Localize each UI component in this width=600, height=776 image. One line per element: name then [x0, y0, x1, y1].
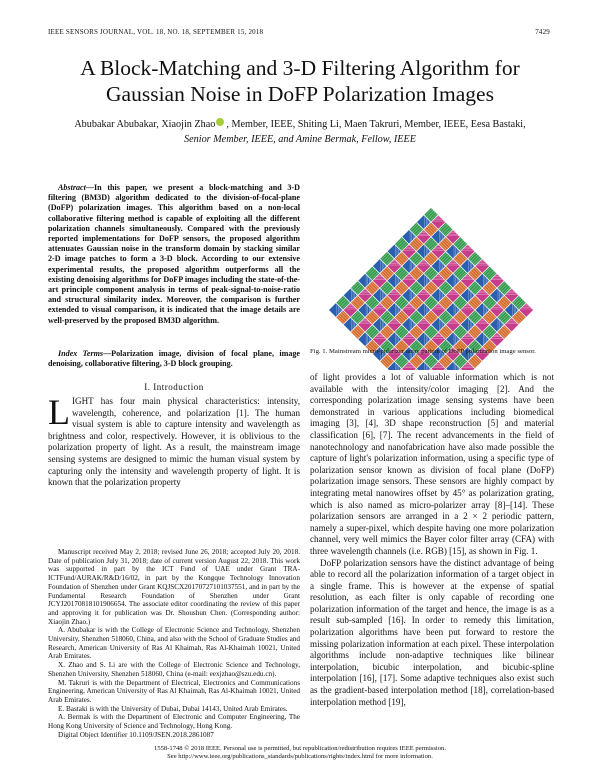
running-header	[48, 28, 550, 36]
dropcap: L	[48, 392, 70, 432]
figure-caption: Fig. 1. Mainstream micro-polarizer array pattern of DoFP polarization image sensor.	[310, 348, 536, 355]
journal-name: IEEE SENSORS JOURNAL, VOL. 18, NO. 18, SEPTEMBER 15, 2018	[48, 28, 264, 36]
paragraph: of light provides a lot of valuable information which is not available with the intensity/color imaging [2]. And the corresponding polarization image sensing systems have been demonstrated in various applications including biomedical imaging [3], [4], 3D shape reconstruction [5] and material classification [6], [7]. The recent advancements in the field of nanotechnology and nanofabrication have also made possible the capture of light's polarization information, using a specific type of polarization sensor known as division of focal plane (DoFP) polarization image sensors. These sensors are highly compact by integrating metal nanowires offset by 45° as polarization grating, which is also named as micro-polarizer array [8]–[14]. These polarization sensors are arranged in a 2 × 2 periodic pattern, namely a super-pixel, which despite having one more polarization channel, very well mimics the Bayer color filter array (CFA) with three wavelength channels (i.e. RGB) [15], as shown in Fig. 1.	[310, 372, 554, 556]
micro-polarizer-array-figure	[316, 180, 546, 370]
intro-text: IGHT has four main physical characteristics: intensity, wavelength, coherence, and polarization [1]. The human visual system is able to capture intensity and wavelength as brightness and color, respectively. However, it is oblivious to the polarization property of light. As a result, the mainstream image sensing systems are designed to mimic the human visual system by capturing only the intensity and wavelength property of light. It is known that the polarization property	[48, 396, 300, 488]
copyright-notice	[40, 745, 560, 762]
abstract	[48, 183, 300, 326]
copyright-line: See http://www.ieee.org/publications_standards/publications/rights/index.html for more information.	[167, 753, 433, 761]
abstract-text: —In this paper, we present a block-matching and 3-D filtering (BM3D) algorithm dedicated to the division-of-focal-plane (DoFP) polarization images. This algorithm based on a non-local collaborative filtering method is capable of exploiting all the different polarization channels simultaneously. Compared with the previously reported implementations for DoFP sensors, the proposed algorithm attenuates Gaussian noise in the transform domain by stacking similar 2-D image patches to form a 3-D block. According to our extensive experimental results, the proposed algorithm outperforms all the existing denoising algorithms for DoFP images including the state-of-the-art principle component analysis in terms of peak-signal-to-noise-ratio and structural similarity index. Moreover, the comparison is further extended to visual comparison, it is indicated that the image details are well-preserved by the proposed BM3D algorithm.	[48, 183, 300, 325]
footnote: A. Abubakar is with the College of Electronic Science and Technology, Shenzhen University, Shenzhen 518060, China, and also with the School of Graduate Studies and Research, American University of Ras Al Khaimah, Ras Al-Khaimah 10021, United Arab Emirates.	[48, 626, 300, 661]
footnote: M. Takruri is with the Department of Electrical, Electronics and Communications Engineering, American University of Ras Al Khaimah, Ras Al-Khaimah 10021, United Arab Emirates.	[48, 678, 300, 704]
footnote-doi: Digital Object Identifier 10.1109/JSEN.2018.2861087	[58, 730, 214, 739]
index-terms	[48, 349, 300, 369]
author-line-1a: Abubakar Abubakar, Xiaojin Zhao	[74, 119, 216, 130]
paragraph: DoFP polarization sensors have the distinct advantage of being able to record all the polarization information of a target object in a single frame. This is however at the expense of spatial resolution, as each filter is only capable of recording one polarization information of the target and hence, the image is as a result sub-sampled [16]. In order to remedy this limitation, polarization algorithms have been put forward to restore the missing polarization information at each pixel. These interpolation algorithms include non-adaptive techniques like bilinear interpolation, bicubic interpolation, and bicubic-spline interpolation [16], [17]. Some adaptive techniques also exist such as the gradient-based interpolation method [18], correlation-based interpolation method [19],	[310, 557, 554, 707]
author-line-2: Senior Member, IEEE, and Amine Bermak, Fellow, IEEE	[184, 133, 416, 145]
page-number: 7429	[535, 28, 550, 36]
orcid-icon[interactable]	[216, 118, 224, 126]
footnotes	[48, 548, 300, 739]
footnote: X. Zhao and S. Li are with the College of Electronic Science and Technology, Shenzhen University, Shenzhen 518060, China (e-mail: eexjzhao@szu.edu.cn).	[48, 661, 300, 678]
copyright-line: 1558-1748 © 2018 IEEE. Personal use is permitted, but republication/redistribution requires IEEE permission.	[154, 745, 446, 752]
author-line-1b: , Member, IEEE, Shiting Li, Maen Takruri, Member, IEEE, Eesa Bastaki,	[226, 119, 526, 130]
footnote: A. Bermak is with the Department of Electronic and Computer Engineering, The Hong Kong University of Science and Technology, Hong Kong.	[48, 713, 300, 731]
paper-title: A Block-Matching and 3-D Filtering Algorithm for Gaussian Noise in DoFP Polarization Images	[80, 56, 520, 106]
abstract-label: Abstract	[58, 183, 86, 192]
section-heading: I. Introduction	[144, 382, 204, 392]
author-list	[40, 118, 560, 148]
intro-paragraph	[48, 392, 300, 489]
right-column-text	[310, 372, 554, 708]
footnote: E. Bastaki is with the University of Dubai, Dubai 14143, United Arab Emirates.	[58, 704, 288, 713]
footnote: Manuscript received May 2, 2018; revised June 26, 2018; accepted July 20, 2018. Date of publication July 31, 2018; date of current version August 22, 2018. This work was supported in part by the ICT Fund of UAE under Grant TRA-ICTFund/AURAK/R&D/16/02, in part by the Kongque Technology Innovation Foundation of Shenzhen under Grant KQJSCX20170727101037551, and in part by the Fundamental Research Foundation of Shenzhen under Grant JCYJ20170818101906654. The associate editor coordinating the review of this paper and approving it for publication was Dr. Shoushun Chen. (Corresponding author: Xiaojin Zhao.)	[48, 548, 300, 626]
index-terms-label: Index Terms	[58, 349, 104, 358]
index-terms-text: —Polarization image, division of focal plane, image denoising, collaborative filtering, 3-D block grouping.	[48, 349, 301, 369]
